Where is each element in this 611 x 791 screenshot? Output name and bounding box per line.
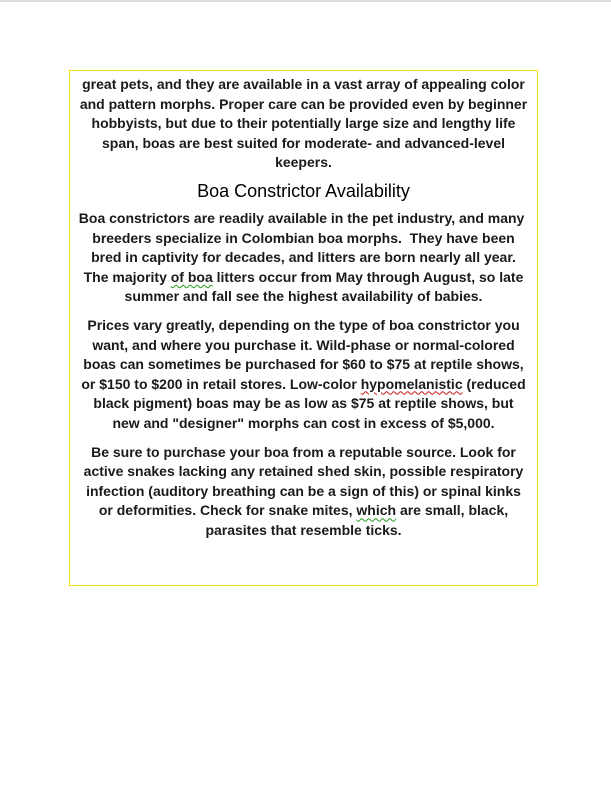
prices-text-2: (reduced black pigment) boas may be as low as $75 at reptile shows, but new and "designer" morphs can cost in excess of $5,000. xyxy=(93,375,526,431)
spelling-flag-hypomelanistic[interactable]: hypomelanistic xyxy=(360,375,463,392)
grammar-flag-which[interactable]: which xyxy=(356,502,397,519)
source-paragraph xyxy=(78,443,529,541)
availability-text-1: Boa constrictors are readily available in the pet industry, and many breeders specialize in Colombian boa morphs. They have been bred in captivity for decades, and litters are born nearly all year. The majority xyxy=(78,209,529,285)
source-text-1: Be sure to purchase your boa from a reputable source. Look for active snakes lacking any retained shed skin, possible respiratory infection (auditory breathing can be a sign of this) or spinal kinks or deformities. Check for snake mites, xyxy=(83,443,524,519)
availability-paragraph xyxy=(78,209,529,307)
intro-paragraph: great pets, and they are available in a vast array of appealing color and pattern morphs. Proper care can be provided even by beginner hobbyists, but due to their potentially large size and lengthy life span, boas are best suited for moderate- and advanced-level keepers. xyxy=(79,76,528,171)
source-text-2: are small, black, parasites that resemble ticks. xyxy=(205,502,509,538)
grammar-flag-of-boa[interactable]: of boa xyxy=(170,268,213,285)
text-box[interactable] xyxy=(69,70,538,586)
prices-paragraph xyxy=(78,316,529,434)
page-edge xyxy=(0,0,611,2)
section-heading: Boa Constrictor Availability xyxy=(197,180,410,201)
prices-text-1: Prices vary greatly, depending on the type of boa constrictor you want, and where you purchase it. Wild-phase or normal-colored boas can sometimes be purchased for $60 to $75 at reptile shows, or $150 to $200 in retail stores. Low-color xyxy=(81,316,524,392)
availability-text-2: litters occur from May through August, so late summer and fall see the highest availability of babies. xyxy=(124,268,524,305)
